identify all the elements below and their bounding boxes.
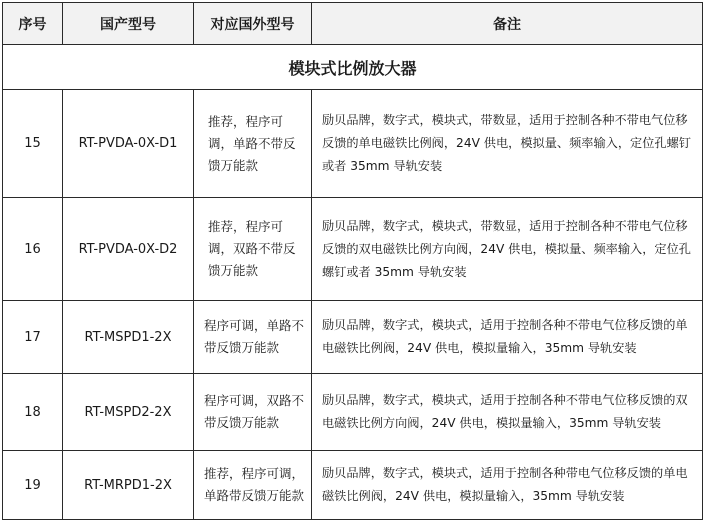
row-foreign-model: 程序可调，单路不带反馈万能款 — [194, 301, 312, 374]
row-seq: 17 — [3, 301, 63, 374]
row-foreign-model: 程序可调，双路不带反馈万能款 — [194, 374, 312, 451]
row-remark: 励贝品牌，数字式，模块式，适用于控制各种不带电气位移反馈的单电磁铁比例阀，24V 供电，模拟量输入，35mm 导轨安装 — [312, 301, 703, 374]
table-row — [3, 198, 703, 301]
product-table — [2, 2, 703, 520]
row-domestic-model: RT-MSPD1-2X — [63, 301, 194, 374]
header-domestic-model: 国产型号 — [63, 3, 194, 45]
row-seq: 19 — [3, 451, 63, 520]
row-domestic-model: RT-MSPD2-2X — [63, 374, 194, 451]
header-row — [3, 3, 703, 45]
row-domestic-model: RT-MRPD1-2X — [63, 451, 194, 520]
row-seq: 16 — [3, 198, 63, 301]
header-seq: 序号 — [3, 3, 63, 45]
row-remark: 励贝品牌，数字式，模块式，适用于控制各种不带电气位移反馈的双电磁铁比例方向阀，24V 供电，模拟量输入，35mm 导轨安装 — [312, 374, 703, 451]
header-foreign-model: 对应国外型号 — [194, 3, 312, 45]
section-row — [3, 45, 703, 90]
table-row — [3, 301, 703, 374]
table-row — [3, 90, 703, 198]
row-foreign-model: 推荐，程序可调，双路不带反馈万能款 — [194, 198, 312, 301]
row-seq: 18 — [3, 374, 63, 451]
row-remark: 励贝品牌，数字式，模块式，适用于控制各种带电气位移反馈的单电磁铁比例阀，24V 供电，模拟量输入，35mm 导轨安装 — [312, 451, 703, 520]
header-remark: 备注 — [312, 3, 703, 45]
row-seq: 15 — [3, 90, 63, 198]
row-domestic-model: RT-PVDA-0X-D2 — [63, 198, 194, 301]
row-foreign-model: 推荐，程序可调，单路带反馈万能款 — [194, 451, 312, 520]
row-remark: 励贝品牌，数字式，模块式，带数显，适用于控制各种不带电气位移反馈的双电磁铁比例方向阀，24V 供电，模拟量、频率输入，定位孔螺钉或者 35mm 导轨安装 — [312, 198, 703, 301]
row-foreign-model: 推荐，程序可调，单路不带反馈万能款 — [194, 90, 312, 198]
row-domestic-model: RT-PVDA-0X-D1 — [63, 90, 194, 198]
table-row — [3, 374, 703, 451]
section-title: 模块式比例放大器 — [3, 45, 703, 90]
row-remark: 励贝品牌，数字式，模块式，带数显，适用于控制各种不带电气位移反馈的单电磁铁比例阀，24V 供电，模拟量、频率输入，定位孔螺钉或者 35mm 导轨安装 — [312, 90, 703, 198]
table-row — [3, 451, 703, 520]
